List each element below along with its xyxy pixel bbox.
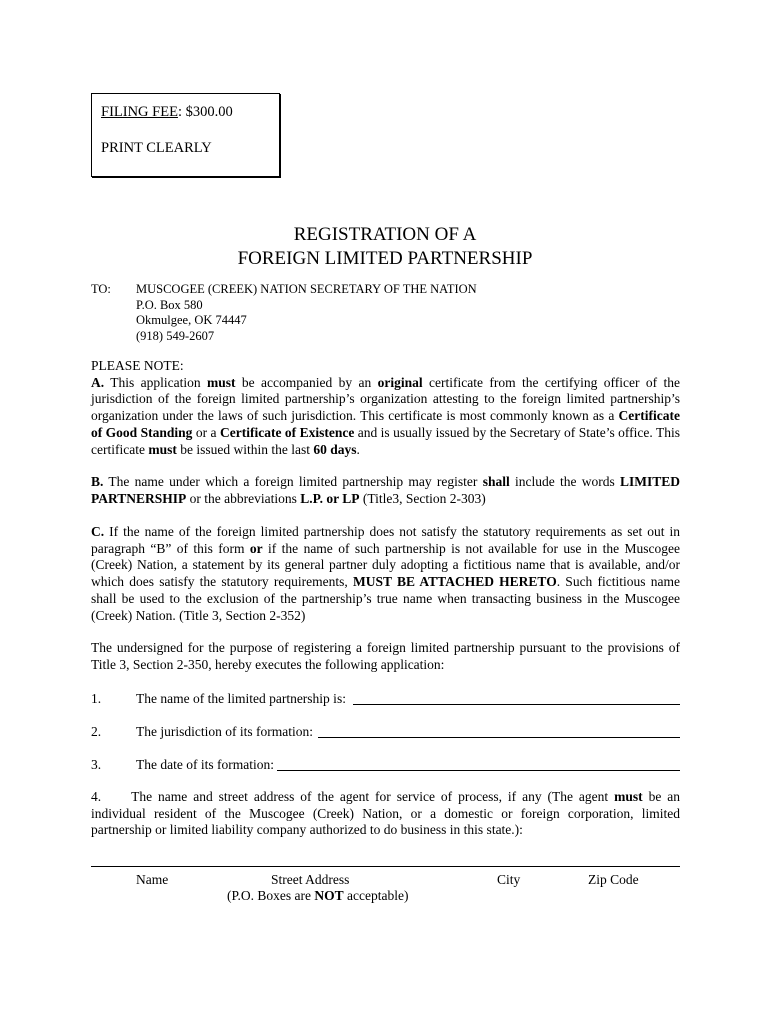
- form-title-line1: REGISTRATION OF A: [293, 224, 477, 245]
- item-number: 4.: [91, 789, 102, 804]
- agent-name-column-label: Name: [136, 872, 169, 887]
- note-c-paragraph: C. If the name of the foreign limited partnership does not satisfy the statutory requirements as set out in paragraph “B” of this form or if the name of such partnership is not available for use in the Muscogee (Creek) Nation, a statement by its general partner duly adopting a fictitious name that is available, and/or which does satisfy the statutory requirements, MUST BE ATTACHED HERETO. Such fictitious name shall be used to the exclusion of the partnership’s true name when transacting business in the Muscogee (Creek) Nation. (Title 3, Section 2-352): [91, 524, 680, 623]
- note-a-paragraph: A. This application must be accompanied by an original certificate from the certifying officer of the jurisdiction of the foreign limited partnership’s organization attesting to the foreign limited partnership’s organization under the laws of such jurisdiction. This certificate is most commonly known as a Certificate of Good Standing or a Certificate of Existence and is usually issued by the Secretary of State’s office. This certificate must be issued within the last 60 days.: [91, 374, 680, 457]
- recipient-address: [136, 282, 477, 344]
- formation-date-input-line[interactable]: [277, 770, 680, 771]
- address-line: MUSCOGEE (CREEK) NATION SECRETARY OF THE NATION: [136, 282, 477, 296]
- agent-street-column-label: Street Address: [271, 872, 350, 887]
- please-note-heading: PLEASE NOTE:: [91, 358, 184, 373]
- agent-address-input-line[interactable]: [91, 866, 680, 867]
- address-line: P.O. Box 580: [136, 297, 203, 312]
- note-b-paragraph: B. The name under which a foreign limited partnership may register shall include the words LIMITED PARTNERSHIP or the abbreviations L.P. or LP (Title3, Section 2-303): [91, 474, 680, 506]
- agent-zip-column-label: Zip Code: [588, 872, 639, 887]
- item-number: 1.: [91, 691, 102, 706]
- agent-city-column-label: City: [497, 872, 521, 887]
- print-clearly-note: PRINT CLEARLY: [101, 140, 212, 156]
- filing-fee-label: FILING FEE: [101, 104, 178, 120]
- filing-fee-box: [91, 93, 280, 177]
- please-note-section: [91, 358, 680, 458]
- filing-fee-line: [101, 104, 233, 121]
- filing-fee-amount: : $300.00: [177, 104, 233, 120]
- undersigned-statement: The undersigned for the purpose of registering a foreign limited partnership pursuant to the provisions of Title 3, Section 2-350, hereby executes the following application:: [91, 640, 680, 672]
- jurisdiction-input-line[interactable]: [318, 737, 680, 738]
- to-label: TO:: [91, 282, 111, 296]
- form-title-line2: FOREIGN LIMITED PARTNERSHIP: [237, 248, 533, 269]
- item-label: The name of the limited partnership is:: [136, 691, 346, 706]
- item-number: 2.: [91, 724, 102, 739]
- address-line: (918) 549-2607: [136, 328, 215, 343]
- partnership-name-input-line[interactable]: [353, 704, 680, 705]
- address-line: Okmulgee, OK 74447: [136, 313, 247, 327]
- po-box-note: (P.O. Boxes are NOT acceptable): [227, 888, 409, 903]
- agent-paragraph: 4. The name and street address of the agent for service of process, if any (The agent must be an individual resident of the Muscogee (Creek) Nation, or a domestic or foreign corporation, limited partnership or limited liability company authorized to do business in this state.):: [91, 789, 680, 838]
- item-label: The date of its formation:: [136, 757, 274, 772]
- item-label: The jurisdiction of its formation:: [136, 724, 313, 739]
- item-number: 3.: [91, 757, 102, 772]
